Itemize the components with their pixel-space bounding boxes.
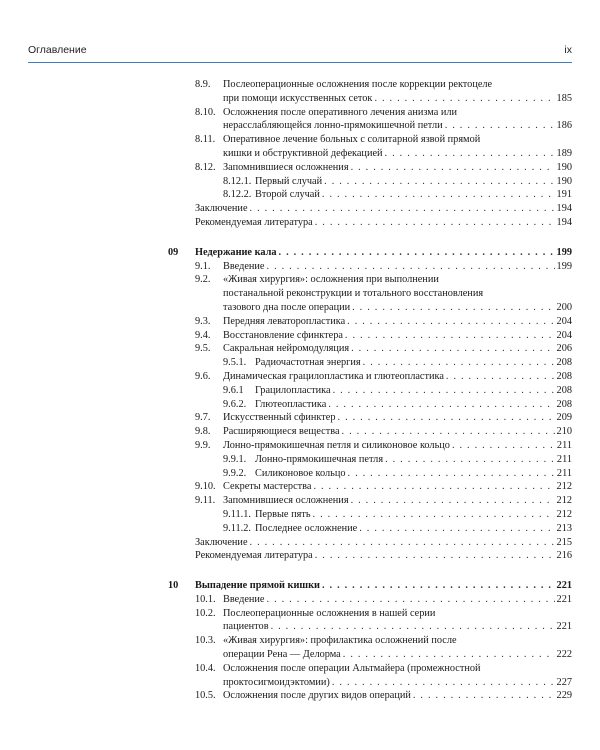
toc-page-number: 211 bbox=[556, 453, 572, 465]
dot-leader bbox=[322, 579, 555, 593]
table-of-contents bbox=[28, 78, 572, 703]
toc-page-number: 208 bbox=[556, 370, 572, 382]
dot-leader bbox=[332, 676, 555, 690]
toc-entry-title: Радиочастотная энергия bbox=[255, 357, 361, 369]
toc-entry-title: Рекомендуемая литература bbox=[195, 550, 313, 562]
toc-entry-number: 8.11. bbox=[195, 134, 216, 146]
toc-entry-number: 10.4. bbox=[195, 662, 216, 674]
toc-page-number: 227 bbox=[556, 676, 572, 688]
dot-leader bbox=[359, 522, 554, 536]
toc-page-number: 199 bbox=[556, 260, 572, 272]
toc-chapter[interactable] bbox=[28, 579, 572, 593]
toc-entry-number: 9.4. bbox=[195, 329, 211, 341]
toc-entry-number: 9.11.1. bbox=[223, 508, 251, 520]
header-rule bbox=[28, 62, 572, 63]
toc-chapter[interactable] bbox=[28, 246, 572, 260]
toc-entry-title: Введение bbox=[223, 260, 265, 272]
toc-entry[interactable] bbox=[28, 662, 572, 690]
toc-entry-title: Сакральная нейромодуляция bbox=[223, 343, 350, 355]
toc-entry-title: Выпадение прямой кишки bbox=[195, 580, 320, 592]
toc-entry[interactable] bbox=[28, 106, 572, 134]
dot-leader bbox=[445, 119, 555, 133]
toc-entry[interactable] bbox=[28, 522, 572, 536]
toc-entry[interactable] bbox=[28, 202, 572, 216]
toc-entry-title: Недержание кала bbox=[195, 246, 277, 258]
toc-entry-title: Лонно-прямокишечная петля bbox=[255, 453, 384, 465]
toc-entry[interactable] bbox=[28, 480, 572, 494]
dot-leader bbox=[267, 260, 555, 274]
toc-entry-title: тазового дна после операции bbox=[223, 301, 351, 313]
dot-leader bbox=[322, 188, 555, 202]
toc-entry-title: при помощи искусственных сеток bbox=[223, 92, 373, 104]
toc-entry-number: 9.3. bbox=[195, 315, 211, 327]
toc-entry[interactable] bbox=[28, 384, 572, 398]
header-title: Оглавление bbox=[28, 44, 87, 56]
toc-entry-number: 9.6. bbox=[195, 370, 211, 382]
dot-leader bbox=[351, 494, 555, 508]
toc-entry[interactable] bbox=[28, 133, 572, 161]
toc-entry[interactable] bbox=[28, 494, 572, 508]
toc-entry-number: 9.2. bbox=[195, 274, 211, 286]
dot-leader bbox=[324, 175, 554, 189]
toc-page-number: 221 bbox=[556, 621, 572, 633]
toc-entry-number: 9.10. bbox=[195, 481, 216, 493]
toc-page-number: 206 bbox=[556, 343, 572, 355]
toc-entry-title: Грацилопластика bbox=[255, 384, 331, 396]
toc-page-number: 194 bbox=[556, 216, 572, 228]
toc-entry-title: кишки и обструктивной дефекацией bbox=[223, 147, 383, 159]
toc-page-number: 199 bbox=[556, 246, 572, 258]
toc-page-number: 221 bbox=[556, 580, 572, 592]
toc-entry[interactable] bbox=[28, 508, 572, 522]
toc-entry[interactable] bbox=[28, 370, 572, 384]
toc-entry-number: 9.8. bbox=[195, 426, 211, 438]
toc-entry-title: пациентов bbox=[223, 621, 269, 633]
toc-entry[interactable] bbox=[28, 634, 572, 662]
dot-leader bbox=[385, 453, 555, 467]
dot-leader bbox=[267, 593, 555, 607]
toc-page-number: 222 bbox=[556, 649, 572, 661]
toc-entry-title: Осложнения после операции Альтмайера (промежностной bbox=[223, 662, 481, 674]
toc-entry-number: 9.7. bbox=[195, 412, 211, 424]
dot-leader bbox=[413, 689, 555, 703]
toc-entry-number: 9.11. bbox=[195, 495, 216, 507]
toc-entry-number: 8.12.2. bbox=[223, 189, 252, 201]
dot-leader bbox=[313, 480, 554, 494]
toc-entry-title: Заключение bbox=[195, 203, 248, 215]
toc-page-number: 190 bbox=[556, 161, 572, 173]
toc-entry-title: Передняя леваторопластика bbox=[223, 315, 346, 327]
toc-page-number: 186 bbox=[556, 120, 572, 132]
toc-page-number: 212 bbox=[556, 508, 572, 520]
chapter-gap bbox=[28, 230, 572, 246]
toc-entry-title: Второй случай bbox=[255, 189, 320, 201]
toc-entry-number: 8.12.1. bbox=[223, 175, 252, 187]
toc-entry-title: Послеоперационные осложнения в нашей серии bbox=[223, 607, 436, 619]
dot-leader bbox=[452, 439, 555, 453]
toc-page-number: 189 bbox=[556, 147, 572, 159]
toc-entry-title: Осложнения после оперативного лечения анизма или bbox=[223, 106, 458, 118]
toc-entry-number: 9.9.1. bbox=[223, 453, 247, 465]
toc-page-number: 211 bbox=[556, 467, 572, 479]
toc-entry-number: 9.9.2. bbox=[223, 467, 247, 479]
toc-entry[interactable] bbox=[28, 161, 572, 175]
dot-leader bbox=[348, 467, 555, 481]
toc-entry[interactable] bbox=[28, 329, 572, 343]
toc-page-number: 213 bbox=[556, 522, 572, 534]
toc-entry-number: 9.11.2. bbox=[223, 522, 251, 534]
toc-entry-title: Лонно-прямокишечная петля и силиконовое кольцо bbox=[223, 439, 450, 451]
toc-entry-number: 10.1. bbox=[195, 593, 216, 605]
toc-page-number: 210 bbox=[556, 426, 572, 438]
toc-entry-number: 9.1. bbox=[195, 260, 211, 272]
dot-leader bbox=[352, 301, 554, 315]
toc-entry[interactable] bbox=[28, 216, 572, 230]
toc-entry[interactable] bbox=[28, 175, 572, 189]
toc-entry-title: Секреты мастерства bbox=[223, 481, 312, 493]
dot-leader bbox=[328, 398, 554, 412]
toc-page-number: 229 bbox=[556, 690, 572, 702]
toc-entry[interactable] bbox=[28, 315, 572, 329]
toc-page-number: 212 bbox=[556, 495, 572, 507]
toc-entry-title: Динамическая грацилопластика и глютеопластика bbox=[223, 370, 444, 382]
chapter-gap bbox=[28, 563, 572, 579]
toc-entry-title: операции Рена — Делорма bbox=[223, 649, 341, 661]
toc-entry-number: 9.6.2. bbox=[223, 398, 247, 410]
toc-entry-title: Искусственный сфинктер bbox=[223, 412, 336, 424]
toc-entry-number: 8.9. bbox=[195, 79, 211, 90]
dot-leader bbox=[315, 549, 555, 563]
toc-entry-title: «Живая хирургия»: профилактика осложнений после bbox=[223, 635, 457, 647]
toc-entry-title: Первые пять bbox=[255, 508, 311, 520]
dot-leader bbox=[271, 620, 555, 634]
dot-leader bbox=[363, 356, 555, 370]
toc-entry-title: Расширяющиеся вещества bbox=[223, 426, 340, 438]
toc-entry-number: 10.2. bbox=[195, 607, 216, 619]
dot-leader bbox=[345, 329, 555, 343]
toc-entry-title: Силиконовое кольцо bbox=[255, 467, 346, 479]
toc-entry[interactable] bbox=[28, 273, 572, 314]
toc-entry[interactable] bbox=[28, 78, 572, 106]
dot-leader bbox=[343, 648, 555, 662]
dot-leader bbox=[385, 147, 555, 161]
toc-entry[interactable] bbox=[28, 549, 572, 563]
toc-page-number: 208 bbox=[556, 398, 572, 410]
toc-entry[interactable] bbox=[28, 453, 572, 467]
toc-page-number: 215 bbox=[556, 536, 572, 548]
toc-entry[interactable] bbox=[28, 467, 572, 481]
toc-page-number: 194 bbox=[556, 203, 572, 215]
toc-page-number: 208 bbox=[556, 384, 572, 396]
toc-entry[interactable] bbox=[28, 398, 572, 412]
toc-page-number: 204 bbox=[556, 329, 572, 341]
dot-leader bbox=[313, 508, 555, 522]
toc-entry-title: постанальной реконструкции и тотального восстановления bbox=[223, 288, 484, 300]
dot-leader bbox=[279, 246, 555, 260]
toc-page-number: 208 bbox=[556, 357, 572, 369]
toc-entry-number: 9.5.1. bbox=[223, 357, 247, 369]
toc-page-number: 185 bbox=[556, 92, 572, 104]
toc-entry-number: 09 bbox=[168, 246, 179, 258]
toc-entry-title: Восстановление сфинктера bbox=[223, 329, 343, 341]
dot-leader bbox=[250, 202, 555, 216]
dot-leader bbox=[342, 425, 555, 439]
toc-page-number: 200 bbox=[556, 301, 572, 313]
dot-leader bbox=[446, 370, 555, 384]
toc-entry-number: 9.6.1 bbox=[223, 384, 244, 396]
toc-entry-title: Глютеопластика bbox=[255, 398, 327, 410]
toc-entry-title: Послеоперационные осложнения после коррекции ректоцеле bbox=[223, 79, 493, 90]
toc-entry[interactable] bbox=[28, 536, 572, 550]
toc-entry[interactable] bbox=[28, 439, 572, 453]
toc-page-number: 212 bbox=[556, 481, 572, 493]
dot-leader bbox=[351, 342, 554, 356]
toc-page-number: 209 bbox=[556, 412, 572, 424]
header-page-number: ix bbox=[564, 44, 572, 56]
toc-entry-number: 10.3. bbox=[195, 635, 216, 647]
toc-entry[interactable] bbox=[28, 607, 572, 635]
toc-entry-title: Последнее осложнение bbox=[255, 522, 358, 534]
toc-entry-title: «Живая хирургия»: осложнения при выполнении bbox=[223, 274, 439, 286]
dot-leader bbox=[250, 536, 555, 550]
toc-entry[interactable] bbox=[28, 188, 572, 202]
toc-entry-number: 8.10. bbox=[195, 106, 216, 118]
toc-entry-title: Запомнившиеся осложнения bbox=[223, 161, 349, 173]
toc-page-number: 211 bbox=[556, 439, 572, 451]
toc-entry-title: Введение bbox=[223, 593, 265, 605]
dot-leader bbox=[351, 161, 555, 175]
toc-entry[interactable] bbox=[28, 425, 572, 439]
toc-entry[interactable] bbox=[28, 689, 572, 703]
dot-leader bbox=[374, 92, 554, 106]
toc-page-number: 204 bbox=[556, 315, 572, 327]
toc-entry-title: Оперативное лечение больных с солитарной язвой прямой bbox=[223, 134, 481, 146]
dot-leader bbox=[315, 216, 555, 230]
toc-entry-title: нерасслабляющейся лонно-прямокишечной петли bbox=[223, 120, 443, 132]
toc-entry-number: 10.5. bbox=[195, 690, 216, 702]
toc-entry-number: 8.12. bbox=[195, 161, 216, 173]
toc-page-number: 190 bbox=[556, 175, 572, 187]
toc-entry[interactable] bbox=[28, 593, 572, 607]
dot-leader bbox=[338, 411, 555, 425]
toc-page-number: 221 bbox=[556, 593, 572, 605]
toc-entry[interactable] bbox=[28, 342, 572, 356]
toc-entry-number: 10 bbox=[168, 580, 179, 592]
toc-entry-title: Осложнения после других видов операций bbox=[223, 690, 411, 702]
dot-leader bbox=[347, 315, 554, 329]
toc-entry[interactable] bbox=[28, 260, 572, 274]
toc-entry-number: 9.5. bbox=[195, 343, 211, 355]
toc-page-number: 216 bbox=[556, 550, 572, 562]
toc-entry[interactable] bbox=[28, 356, 572, 370]
toc-entry-number: 9.9. bbox=[195, 439, 211, 451]
toc-entry-title: Рекомендуемая литература bbox=[195, 216, 313, 228]
toc-entry-title: Запомнившиеся осложнения bbox=[223, 495, 349, 507]
toc-page-number: 191 bbox=[556, 189, 572, 201]
toc-entry-title: Заключение bbox=[195, 536, 248, 548]
running-header bbox=[28, 44, 572, 60]
dot-leader bbox=[333, 384, 555, 398]
toc-entry-title: Первый случай bbox=[255, 175, 323, 187]
toc-entry-title: проктосигмоидэктомии) bbox=[223, 676, 330, 688]
toc-entry[interactable] bbox=[28, 411, 572, 425]
